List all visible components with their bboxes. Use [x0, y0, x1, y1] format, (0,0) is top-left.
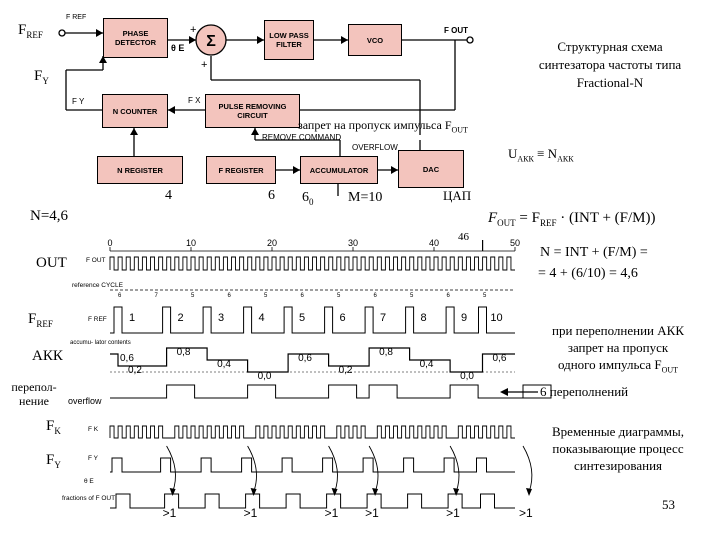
n-register-block: N REGISTER: [97, 156, 183, 184]
fref-input-label: $F_{REF}$: [18, 22, 43, 40]
theta-tiny-label: θ E: [84, 478, 94, 485]
fractions-tiny-label: fractions of F OUT: [62, 495, 116, 502]
overflow-tiny-label: overflow: [68, 396, 102, 406]
slide-title: Структурная схема синтезатора частоты типа Fractional-N: [538, 39, 682, 90]
accumulator-value: 0,4: [217, 359, 232, 370]
ref-cycle-mark: 5: [191, 293, 195, 299]
fractions-waveform: [110, 494, 515, 508]
page-number: 53: [662, 497, 675, 512]
fraction-label: >1: [365, 506, 379, 520]
curved-arrow: [450, 446, 459, 492]
dac-ru-label: ЦАП: [443, 188, 472, 203]
overflow-row-label: перепол- нение: [11, 380, 57, 408]
accumulator-value: 0,2: [128, 365, 142, 376]
scale-tick-label: 20: [266, 238, 278, 248]
overflow-note: при переполнении АКК запрет на пропуск одного импульса $F_{OUT}$: [551, 323, 684, 375]
fy-waveform: [110, 458, 515, 472]
timing-diagrams-note: Временные диаграммы, показывающие процесс синтезирования: [552, 424, 684, 473]
out-waveform: [110, 257, 515, 270]
cycle-number: 5: [299, 312, 306, 324]
akk-row-label: АКК: [32, 348, 63, 364]
fy-left-label: $F_Y$: [34, 68, 49, 86]
fraction-label: >1: [324, 506, 339, 520]
overflow-arrow-head: [500, 388, 508, 396]
scale-tick-label: 50: [509, 238, 521, 248]
accumulator-value: 0,6: [120, 353, 134, 364]
accumulator-tiny-label: accumu- lator contents: [70, 340, 131, 346]
cycle-number: 3: [218, 312, 225, 324]
n-formula-line-2: = 4 + (6/10) = 4,6: [538, 266, 638, 281]
accumulator-value: 0,6: [492, 353, 507, 364]
fy-tiny-label: F Y: [72, 97, 85, 106]
accumulator-value: 0,8: [379, 347, 394, 358]
ref-cycle-mark: 5: [264, 293, 268, 299]
vco-block: VCO: [348, 24, 402, 56]
cycle-number: 2: [177, 312, 184, 324]
fy-row-label: $F_Y$: [46, 452, 61, 470]
fref-waveform: [110, 307, 515, 333]
curved-arrow-head: [332, 488, 338, 496]
dac-block: DAC: [398, 150, 464, 188]
m-value: M=10: [348, 190, 383, 205]
cycle-number: 1: [128, 312, 136, 324]
accumulator-block: ACCUMULATOR: [300, 156, 378, 184]
ref-cycle-mark: 7: [154, 293, 158, 299]
curved-arrow-head: [251, 488, 257, 496]
scale-tick-label: 0: [107, 238, 113, 248]
curved-arrow-head: [170, 488, 176, 496]
scale-tick-label: 30: [347, 238, 359, 248]
curved-arrow: [167, 446, 176, 492]
plus-sign-top: +: [190, 24, 197, 36]
pulse-removing-circuit-block: PULSE REMOVING CIRCUIT: [205, 94, 300, 128]
fraction-label: >1: [446, 506, 460, 520]
num-46-label: 46: [458, 231, 469, 243]
fref-tiny-label: F REF: [66, 14, 87, 21]
fref-tiny-label: F REF: [88, 316, 107, 323]
cycle-number: 4: [258, 312, 265, 324]
curved-arrow-head: [372, 488, 378, 496]
curved-arrow-head: [526, 488, 532, 496]
accumulator-waveform: [110, 348, 515, 372]
curved-arrow-head: [453, 488, 459, 496]
cycle-number: 6: [339, 312, 346, 324]
fk-waveform: [110, 426, 515, 438]
curved-arrow: [248, 446, 257, 492]
overflow-label: OVERFLOW: [352, 143, 398, 152]
ref-cycle-label: reference CYCLE: [72, 282, 123, 289]
overflow-count-note: 6 переполнений: [540, 384, 629, 399]
ref-cycle-mark: 6: [300, 293, 304, 299]
ref-cycle-mark: 6: [118, 293, 122, 299]
fout-formula: $F_{OUT} = F_{REF} \cdot (INT + (F/M))$: [488, 210, 656, 228]
phase-detector-block: PHASE DETECTOR: [103, 18, 168, 58]
fout-tiny-label: F OUT: [444, 26, 468, 35]
cycle-number: 9: [461, 312, 468, 324]
fy-tiny-label: F Y: [88, 455, 98, 462]
f-register-block: F REGISTER: [206, 156, 276, 184]
accumulator-value: 0,4: [419, 359, 434, 370]
cycle-number: 10: [490, 312, 503, 324]
curved-arrow: [369, 446, 378, 492]
n-equals-label: N=4,6: [30, 208, 69, 224]
ref-cycle-mark: 5: [483, 293, 487, 299]
fraction-label: >1: [243, 506, 258, 520]
fref-row-label: $F_{REF}$: [28, 311, 53, 329]
scale-tick-label: 40: [428, 238, 440, 248]
fk-row-label: $F_K$: [46, 418, 61, 436]
ref-cycle-mark: 6: [227, 293, 231, 299]
curved-arrow: [329, 446, 338, 492]
out-row-label: OUT: [36, 255, 67, 271]
overflow-waveform: [110, 385, 551, 398]
ref-cycle-mark: 5: [337, 293, 341, 299]
fk-tiny-label: F K: [88, 426, 99, 433]
f-register-value: 6: [268, 188, 275, 203]
uakk-label: $U_{АКК} \equiv N_{АКК}$: [508, 146, 574, 164]
fx-tiny-label: F X: [188, 96, 201, 105]
cycle-number: 7: [380, 312, 387, 324]
out-tiny-label: F OUT: [86, 257, 106, 264]
accumulator-value: 0,0: [460, 371, 475, 382]
ref-cycle-mark: 5: [410, 293, 414, 299]
fraction-label: >1: [162, 506, 177, 520]
n-register-value: 4: [165, 188, 172, 203]
n-formula-line-1: N = INT + (F/M) =: [540, 245, 648, 260]
inhibit-note: запрет на пропуск импульса $F_{OUT}$: [298, 118, 468, 135]
scale-tick-label: 10: [185, 238, 197, 248]
accumulator-value: 0,8: [176, 347, 191, 358]
ref-cycle-mark: 6: [446, 293, 450, 299]
sum-symbol: Σ: [206, 33, 216, 50]
accumulator-value: $6_0$: [302, 190, 314, 207]
accumulator-value: 0,0: [257, 371, 272, 382]
n-counter-block: N COUNTER: [102, 94, 168, 128]
theta-e-label: θ E: [171, 43, 185, 53]
plus-sign-bottom: +: [201, 59, 208, 71]
accumulator-value: 0,2: [338, 365, 353, 376]
fraction-label: >1: [519, 506, 533, 520]
accumulator-value: 0,6: [298, 353, 313, 364]
low-pass-filter-block: LOW PASS FILTER: [264, 20, 314, 60]
ref-cycle-mark: 6: [373, 293, 377, 299]
remove-command-label: REMOVE COMMAND: [262, 133, 342, 142]
cycle-number: 8: [420, 312, 427, 324]
